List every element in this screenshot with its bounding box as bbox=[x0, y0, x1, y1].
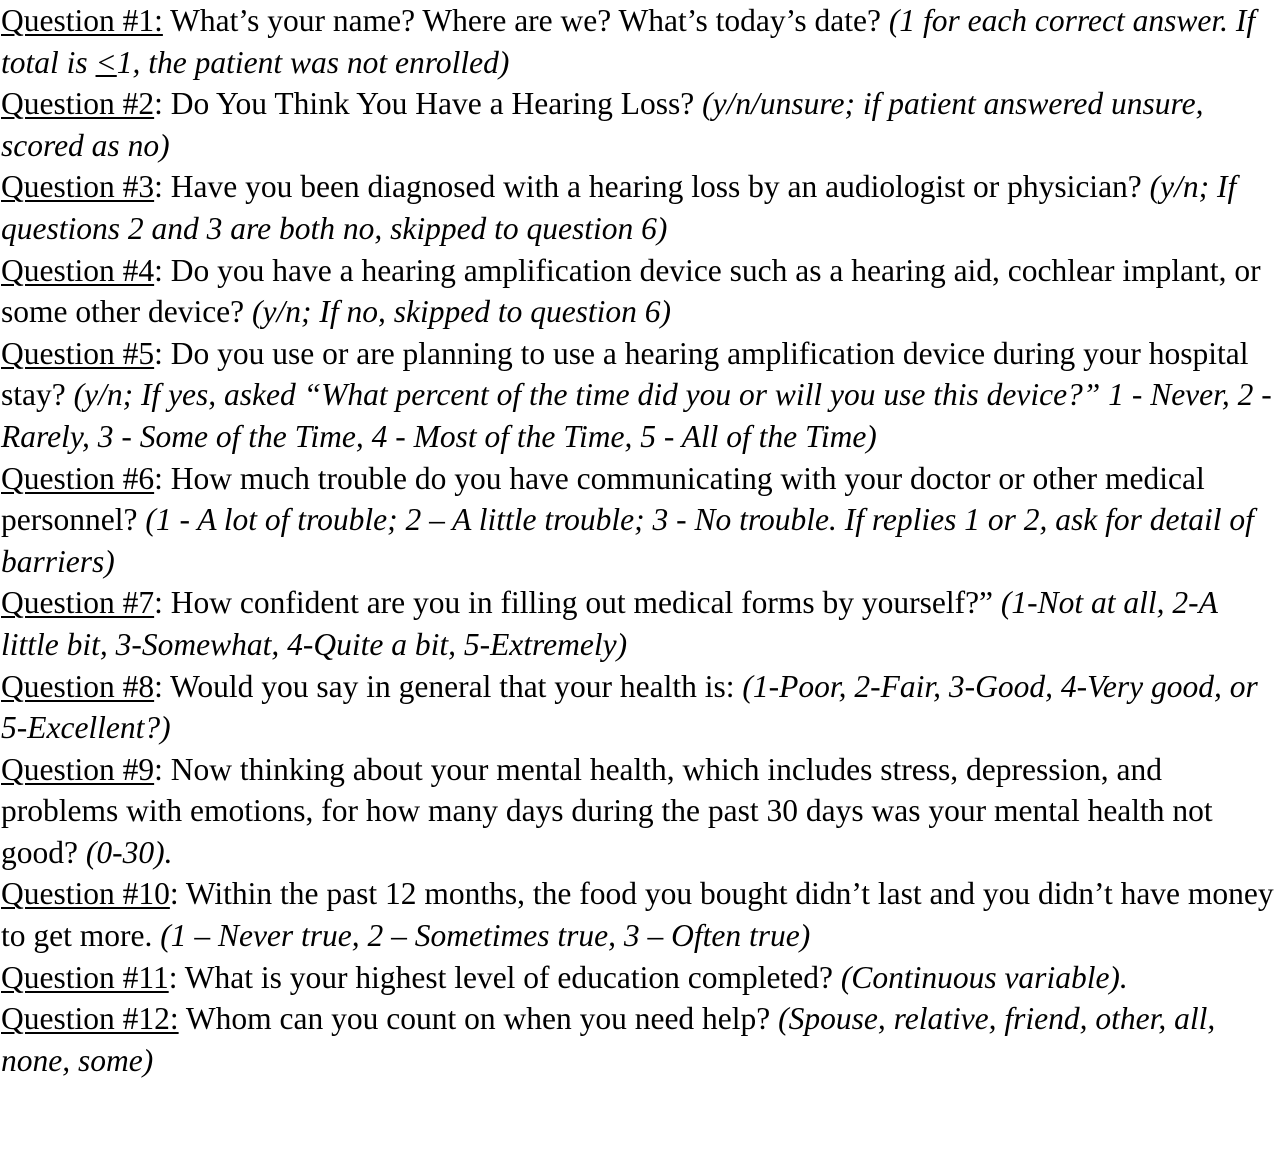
question-9-text: : Now thinking about your mental health, which includes stress, depression, and problems with emotions, for how many days during the past 30 days was your mental health not good? bbox=[1, 751, 1213, 870]
question-2-label: Question #2 bbox=[1, 86, 155, 122]
question-5-note: (y/n; If yes, asked “What percent of the time did you or will you use this device?” 1 - Never, 2 - Rarely, 3 - Some of the Time, 4 - Most of the Time, 5 - All of the Time) bbox=[1, 377, 1272, 454]
question-11-note: (Continuous variable). bbox=[840, 959, 1128, 995]
question-7-note: (1-Not at all, 2-A little bit, 3-Somewhat, 4-Quite a bit, 5-Extremely) bbox=[1, 585, 1218, 662]
question-10-label: Question #10 bbox=[1, 876, 170, 912]
question-1 bbox=[1, 0, 1280, 83]
question-6-label: Question #6 bbox=[1, 460, 155, 496]
question-2 bbox=[1, 83, 1280, 166]
question-10-text: : Within the past 12 months, the food you bought didn’t last and you didn’t have money to get more. bbox=[1, 876, 1274, 954]
question-3-label: Question #3 bbox=[1, 169, 155, 205]
question-2-note: (y/n/unsure; if patient answered unsure, scored as no) bbox=[1, 86, 1204, 163]
question-12-label: Question #12: bbox=[1, 1001, 179, 1037]
question-8-note: (1-Poor, 2-Fair, 3-Good, 4-Very good, or 5-Excellent?) bbox=[1, 668, 1258, 746]
question-7-label: Question #7 bbox=[1, 585, 155, 621]
question-12 bbox=[1, 998, 1280, 1081]
question-1-note-after: 1, the patient was not enrolled) bbox=[116, 44, 510, 80]
question-11 bbox=[1, 957, 1280, 999]
question-4-note: (y/n; If no, skipped to question 6) bbox=[252, 294, 672, 330]
question-9-note: (0-30). bbox=[85, 834, 173, 870]
question-5 bbox=[1, 333, 1280, 458]
question-11-label: Question #11 bbox=[1, 959, 169, 995]
question-5-text: : Do you use or are planning to use a hearing amplification device during your hospital stay? bbox=[1, 335, 1249, 413]
question-4 bbox=[1, 250, 1280, 333]
question-3 bbox=[1, 166, 1280, 249]
question-8-label: Question #8 bbox=[1, 668, 155, 704]
question-11-text: : What is your highest level of education completed? bbox=[168, 959, 841, 995]
question-2-text: : Do You Think You Have a Hearing Loss? bbox=[154, 86, 703, 122]
question-6-text: : How much trouble do you have communicating with your doctor or other medical personnel? bbox=[1, 460, 1205, 538]
question-8 bbox=[1, 666, 1280, 749]
question-7-text: : How confident are you in filling out medical forms by yourself?” bbox=[154, 585, 1001, 621]
question-3-text: : Have you been diagnosed with a hearing loss by an audiologist or physician? bbox=[154, 169, 1150, 205]
question-12-note: (Spouse, relative, friend, other, all, none, some) bbox=[1, 1001, 1216, 1078]
less-equal-symbol: < bbox=[95, 44, 117, 80]
question-5-label: Question #5 bbox=[1, 335, 155, 371]
question-9 bbox=[1, 749, 1280, 874]
question-8-text: : Would you say in general that your health is: bbox=[154, 668, 743, 704]
question-12-text: Whom can you count on when you need help? bbox=[178, 1001, 779, 1037]
question-1-note-before: (1 for each correct answer. If total is bbox=[1, 3, 1256, 80]
question-6-note: (1 - A lot of trouble; 2 – A little trouble; 3 - No trouble. If replies 1 or 2, ask for detail of barriers) bbox=[1, 502, 1254, 579]
question-4-label: Question #4 bbox=[1, 252, 155, 288]
question-10-note: (1 – Never true, 2 – Sometimes true, 3 – Often true) bbox=[160, 918, 811, 954]
question-7 bbox=[1, 582, 1280, 665]
question-4-text: : Do you have a hearing amplification device such as a hearing aid, cochlear implant, or some other device? bbox=[1, 252, 1261, 330]
question-10 bbox=[1, 873, 1280, 956]
question-9-label: Question #9 bbox=[1, 751, 155, 787]
question-6 bbox=[1, 458, 1280, 583]
question-1-text: What’s your name? Where are we? What’s today’s date? bbox=[162, 3, 889, 38]
question-1-label: Question #1: bbox=[1, 3, 163, 38]
question-3-note: (y/n; If questions 2 and 3 are both no, skipped to question 6) bbox=[1, 169, 1237, 246]
